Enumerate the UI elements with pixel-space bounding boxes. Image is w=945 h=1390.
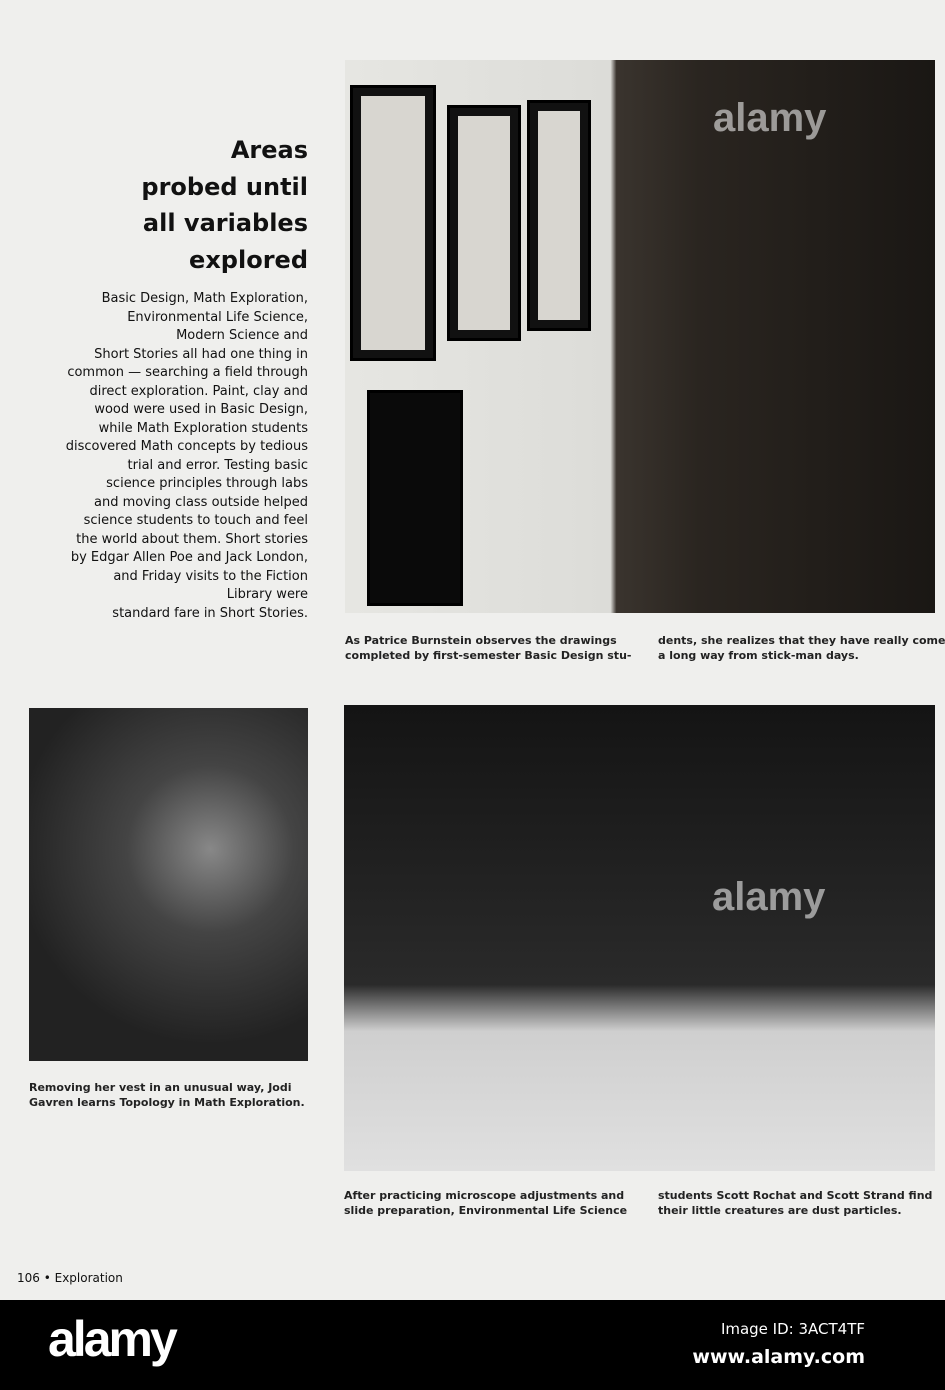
alamy-url: www.alamy.com xyxy=(692,1346,865,1368)
caption-line: As Patrice Burnstein observes the drawings xyxy=(345,634,617,647)
body-line: common — searching a field through xyxy=(67,365,308,380)
caption-vest xyxy=(29,1080,305,1110)
body-line: Basic Design, Math Exploration, xyxy=(101,291,308,306)
caption-line: slide preparation, Environmental Life Science xyxy=(344,1204,628,1217)
photo-vest-topology xyxy=(29,708,308,1061)
body-line: science principles through labs xyxy=(106,476,308,491)
body-line: direct exploration. Paint, clay and xyxy=(89,383,308,399)
caption-line: dents, she realizes that they have really come xyxy=(658,634,945,647)
alamy-logo: alamy xyxy=(48,1311,175,1367)
body-line: wood were used in Basic Design, xyxy=(94,402,308,417)
body-line: science students to touch and feel xyxy=(83,513,308,528)
caption-microscope-col2 xyxy=(658,1188,932,1218)
page-folio: 106 • Exploration xyxy=(17,1271,123,1285)
caption-art-col1 xyxy=(345,633,631,663)
caption-line: Removing her vest in an unusual way, Jodi xyxy=(29,1081,292,1094)
body-line: Short Stories all had one thing in xyxy=(94,346,308,362)
headline-line: Areas xyxy=(230,136,308,164)
body-line: Environmental Life Science, xyxy=(127,309,308,325)
body-line: by Edgar Allen Poe and Jack London, xyxy=(70,550,308,565)
image-id: Image ID: 3ACT4TF xyxy=(720,1320,865,1338)
watermark-logo: alamy xyxy=(712,875,826,919)
caption-art-col2 xyxy=(658,633,945,663)
body-line: the world about them. Short stories xyxy=(76,531,308,547)
headline-line: all variables xyxy=(142,209,308,237)
caption-line: After practicing microscope adjustments and xyxy=(344,1189,625,1202)
body-line: and moving class outside helped xyxy=(94,494,308,510)
headline xyxy=(20,132,308,278)
body-line: and Friday visits to the Fiction xyxy=(113,568,308,584)
caption-line: their little creatures are dust particles. xyxy=(658,1204,902,1217)
caption-microscope-col1 xyxy=(344,1188,627,1218)
body-line: discovered Math concepts by tedious xyxy=(65,439,308,454)
body-line: Modern Science and xyxy=(176,328,308,343)
photo-art-drawings xyxy=(345,60,935,613)
headline-line: explored xyxy=(189,245,308,274)
watermark-logo: alamy xyxy=(713,96,827,140)
caption-line: Gavren learns Topology in Math Exploration. xyxy=(29,1096,305,1109)
photo-microscope xyxy=(344,705,935,1171)
caption-line: a long way from stick-man days. xyxy=(658,649,859,662)
body-line: while Math Exploration students xyxy=(98,420,308,436)
caption-line: students Scott Rochat and Scott Strand find xyxy=(658,1189,933,1202)
body-line: trial and error. Testing basic xyxy=(127,457,308,473)
caption-line: completed by first-semester Basic Design stu- xyxy=(345,649,632,662)
headline-line: probed until xyxy=(141,172,308,201)
body-line: standard fare in Short Stories. xyxy=(112,605,308,621)
watermark-bar xyxy=(0,1300,945,1390)
body-text xyxy=(10,290,308,623)
body-line: Library were xyxy=(226,587,308,602)
